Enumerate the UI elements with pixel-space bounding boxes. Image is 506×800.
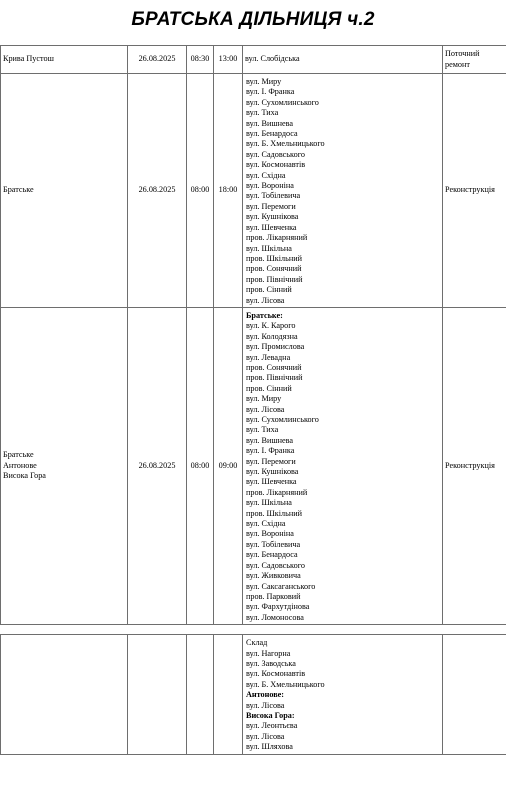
street-name: пров. Сінний — [246, 383, 292, 393]
street-name: вул. Вишнева — [246, 435, 294, 445]
street-name: вул. Заводська — [246, 658, 296, 668]
settlement-name: Братське — [3, 450, 34, 460]
street-name: вул. Шкільна — [246, 498, 292, 508]
street-name: вул. Слобідська — [245, 54, 300, 64]
street-name: вул. Миру — [246, 77, 282, 86]
street-name: вул. Шкільна — [246, 243, 292, 253]
street-name: вул. Саксаганського — [246, 581, 316, 591]
table-row — [1, 46, 506, 74]
table-row — [1, 307, 506, 624]
street-name: вул. Східна — [246, 519, 286, 529]
settlement-cell — [1, 74, 128, 308]
work-type: ремонт — [445, 59, 470, 69]
street-name: вул. Леонтьєва — [246, 721, 298, 731]
street-name: пров. Лікарняний — [246, 233, 308, 243]
settlement-cell — [1, 307, 128, 624]
settlement-name: Крива Пустош — [3, 54, 54, 64]
start-time-cell: 08:00 — [187, 74, 214, 308]
work-type: Реконструкція — [445, 185, 495, 195]
outage-schedule-table — [0, 45, 506, 755]
streets-cell — [243, 74, 443, 308]
street-name: вул. Шляхова — [246, 742, 293, 752]
street-name: вул. Лісова — [246, 404, 285, 414]
streets-cell — [243, 46, 443, 74]
work-type: Поточний — [445, 49, 480, 59]
work-type-cell — [443, 74, 506, 308]
street-name: вул. Сухомлинського — [246, 97, 319, 107]
street-name: пров. Парковий — [246, 591, 301, 601]
street-name: пров. Північний — [246, 274, 303, 284]
street-name: пров. Північний — [246, 373, 303, 383]
start-time-cell — [187, 635, 214, 754]
street-name: пров. Сонячний — [246, 362, 302, 372]
date-cell: 26.08.2025 — [128, 74, 187, 308]
street-name: вул. Вороніна — [246, 529, 294, 539]
street-name: вул. Живковича — [246, 571, 301, 581]
work-type-cell — [443, 635, 506, 754]
street-name: вул. Бенардоса — [246, 550, 298, 560]
table-row — [1, 74, 506, 308]
street-name: вул. Тиха — [246, 108, 279, 118]
date-cell — [128, 635, 187, 754]
street-name: вул. Космонавтів — [246, 669, 306, 679]
street-name: вул. І. Франка — [246, 446, 295, 456]
settlement-heading: Братське: — [246, 310, 283, 320]
street-name: Склад — [246, 638, 268, 648]
street-name: вул. Б. Хмельницького — [246, 139, 325, 149]
street-name: вул. Лісова — [246, 295, 285, 305]
street-name: вул. Тиха — [246, 425, 279, 435]
street-name: вул. Нагорна — [246, 648, 291, 658]
settlement-cell — [1, 46, 128, 74]
settlement-name: Братське — [3, 185, 34, 195]
street-name: вул. Промислова — [246, 342, 305, 352]
street-name: вул. Перемоги — [246, 456, 296, 466]
street-name: вул. Лісова — [246, 731, 285, 741]
street-name: пров. Лікарняний — [246, 487, 308, 497]
street-name: вул. Сухомлинського — [246, 415, 319, 424]
street-name: вул. Садовського — [246, 560, 305, 570]
street-name: пров. Сонячний — [246, 264, 302, 274]
end-time-cell — [214, 635, 243, 754]
street-name: вул. Лісова — [246, 700, 285, 710]
street-name: пров. Шкільний — [246, 253, 303, 263]
street-name: вул. Б. Хмельницького — [246, 679, 325, 689]
street-name: вул. І. Франка — [246, 87, 295, 97]
streets-cell — [243, 307, 443, 624]
street-name: вул. Садовського — [246, 149, 305, 159]
street-name: вул. Вишнева — [246, 118, 294, 128]
work-type-cell — [443, 307, 506, 624]
work-type-cell — [443, 46, 506, 74]
settlement-heading: Антонове: — [246, 690, 285, 700]
street-name: пров. Шкільний — [246, 508, 303, 518]
street-name: вул. Вороніна — [246, 181, 294, 191]
street-name: вул. Тобілевича — [246, 191, 301, 201]
street-name: вул. Ломоносова — [246, 612, 304, 622]
settlement-name: Висока Гора — [3, 471, 46, 481]
street-name: вул. Кушнікова — [246, 212, 299, 222]
street-name: вул. К. Карого — [246, 321, 296, 331]
start-time-cell: 08:30 — [187, 46, 214, 74]
street-name: вул. Кушнікова — [246, 467, 299, 477]
street-name: вул. Шевченка — [246, 477, 297, 487]
street-name: вул. Миру — [246, 394, 282, 404]
street-name: вул. Колодязна — [246, 331, 298, 341]
street-name: вул. Перемоги — [246, 201, 296, 211]
street-name: вул. Космонавтів — [246, 160, 306, 170]
work-type: Реконструкція — [445, 460, 495, 470]
street-name: вул. Левадна — [246, 352, 291, 362]
settlement-heading: Висока Гора: — [246, 710, 295, 720]
settlement-cell — [1, 635, 128, 754]
street-name: пров. Сінний — [246, 285, 292, 295]
end-time-cell: 13:00 — [214, 46, 243, 74]
page-title: БРАТСЬКА ДІЛЬНИЦЯ ч.2 — [131, 9, 375, 30]
end-time-cell: 18:00 — [214, 74, 243, 308]
street-name: вул. Фархутдінова — [246, 602, 310, 612]
start-time-cell: 08:00 — [187, 307, 214, 624]
date-cell: 26.08.2025 — [128, 307, 187, 624]
page-break — [1, 625, 506, 635]
settlement-name: Антонове — [3, 460, 37, 470]
street-name: вул. Тобілевича — [246, 539, 301, 549]
street-name: вул. Шевченка — [246, 222, 297, 232]
table-row — [1, 635, 506, 754]
street-name: вул. Бенардоса — [246, 129, 298, 139]
street-name: вул. Східна — [246, 170, 286, 180]
end-time-cell: 09:00 — [214, 307, 243, 624]
streets-cell — [243, 635, 443, 754]
date-cell: 26.08.2025 — [128, 46, 187, 74]
